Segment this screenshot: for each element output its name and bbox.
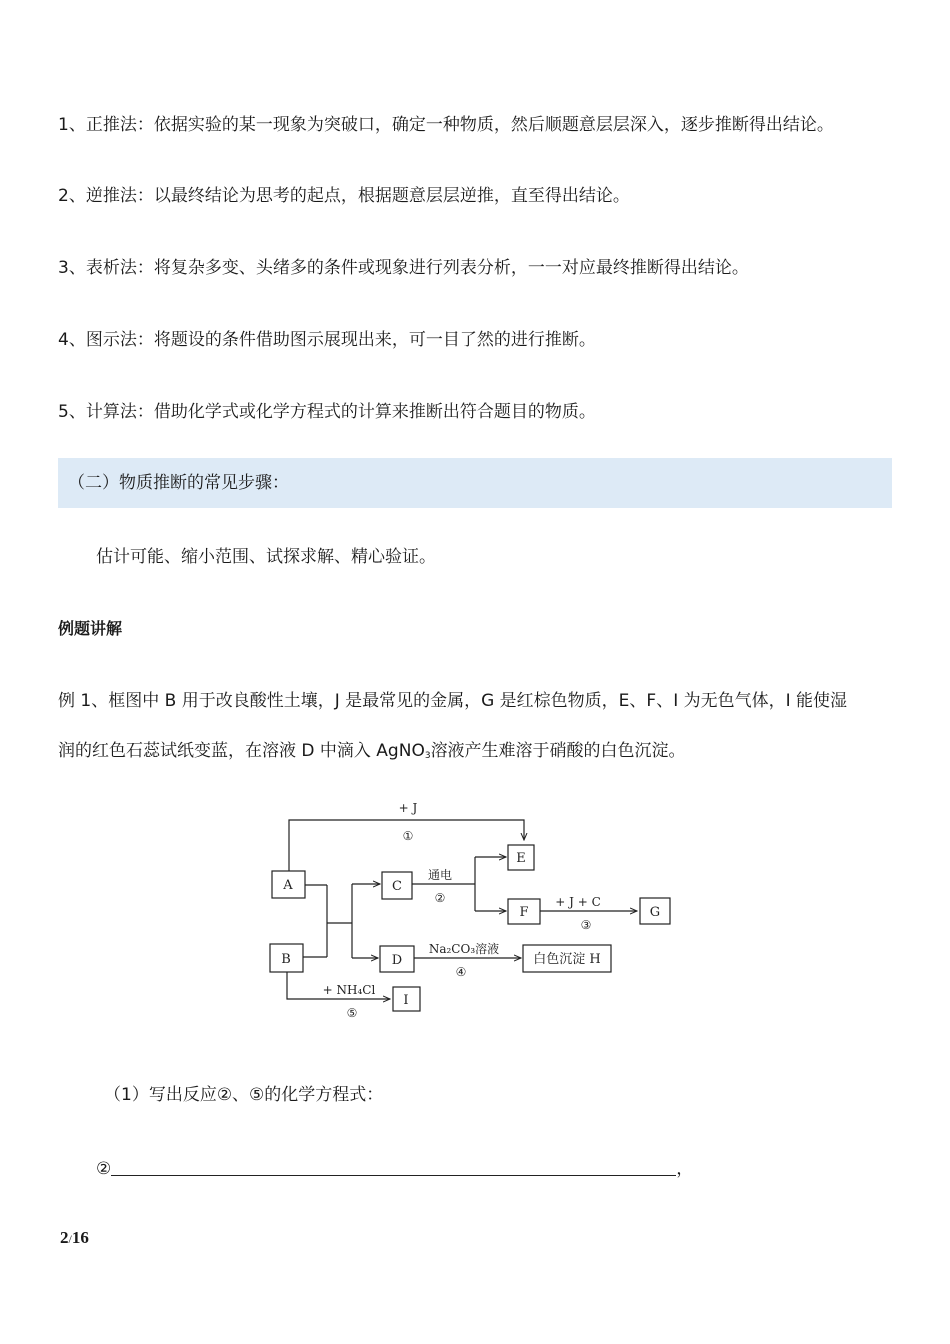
r3-reagent: + J + C — [555, 895, 601, 909]
reaction-diagram — [0, 790, 950, 1050]
example-text-line2-a: 润的红色石蕊试纸变蓝，在溶液 D 中滴入 AgNO — [58, 741, 425, 761]
r4-number: ④ — [455, 965, 467, 979]
r5-reagent: + NH₄Cl — [322, 983, 376, 997]
page-total: 16 — [71, 1228, 89, 1247]
method-2: 2、逆推法：以最终结论为思考的起点，根据题意层层逆推，直至得出结论。 — [58, 186, 630, 206]
example-text-line2-b: 溶液产生难溶于硝酸的白色沉淀。 — [430, 741, 686, 761]
r4-reagent: Na₂CO₃溶液 — [428, 942, 500, 956]
r2-reagent: 通电 — [427, 868, 453, 882]
answer-blank[interactable] — [111, 1157, 676, 1176]
section-body: 估计可能、缩小范围、试探求解、精心验证。 — [96, 547, 436, 567]
box-h-label: 白色沉淀 H — [533, 952, 601, 967]
box-a-label: A — [283, 878, 293, 893]
box-d-label: D — [391, 953, 403, 968]
subscript-3: 3 — [424, 751, 431, 761]
r1-number: ① — [402, 829, 414, 843]
answer-line-2 — [96, 1157, 693, 1181]
r1-reagent: + J — [398, 801, 418, 815]
answer-suffix: ， — [676, 1159, 694, 1179]
example-text-line2 — [58, 739, 686, 768]
method-5: 5、计算法：借助化学式或化学方程式的计算来推断出符合题目的物质。 — [58, 402, 596, 422]
box-g-label: G — [649, 905, 661, 920]
page-current: 2 — [60, 1228, 69, 1247]
box-c-label: C — [392, 879, 402, 894]
section-heading: （二）物质推断的常见步骤： — [68, 473, 289, 493]
question-1: （1）写出反应②、⑤的化学方程式： — [104, 1085, 384, 1105]
r3-number: ③ — [580, 918, 592, 932]
page-sep: / — [68, 1232, 72, 1246]
box-e-label: E — [516, 851, 526, 866]
page-number — [60, 1228, 89, 1248]
box-f-label: F — [519, 905, 529, 920]
method-4: 4、图示法：将题设的条件借助图示展现出来，可一目了然的进行推断。 — [58, 330, 596, 350]
example-heading: 例题讲解 — [58, 619, 123, 638]
r2-number: ② — [434, 891, 446, 905]
r5-number: ⑤ — [346, 1006, 358, 1020]
box-b-label: B — [281, 952, 291, 967]
method-1: 1、正推法：依据实验的某一现象为突破口，确定一种物质，然后顺题意层层深入，逐步推断得出结论。 — [58, 115, 834, 135]
answer-prefix: ② — [96, 1159, 112, 1179]
box-i-label: I — [403, 993, 409, 1008]
section-heading-bar — [58, 458, 892, 508]
method-3: 3、表析法：将复杂多变、头绪多的条件或现象进行列表分析，一一对应最终推断得出结论。 — [58, 258, 749, 278]
example-text-line1: 例 1、框图中 B 用于改良酸性土壤，J 是最常见的金属，G 是红棕色物质，E、F、I 为无色气体，I 能使湿 — [58, 691, 848, 711]
arrow-a-to-e — [289, 820, 524, 871]
